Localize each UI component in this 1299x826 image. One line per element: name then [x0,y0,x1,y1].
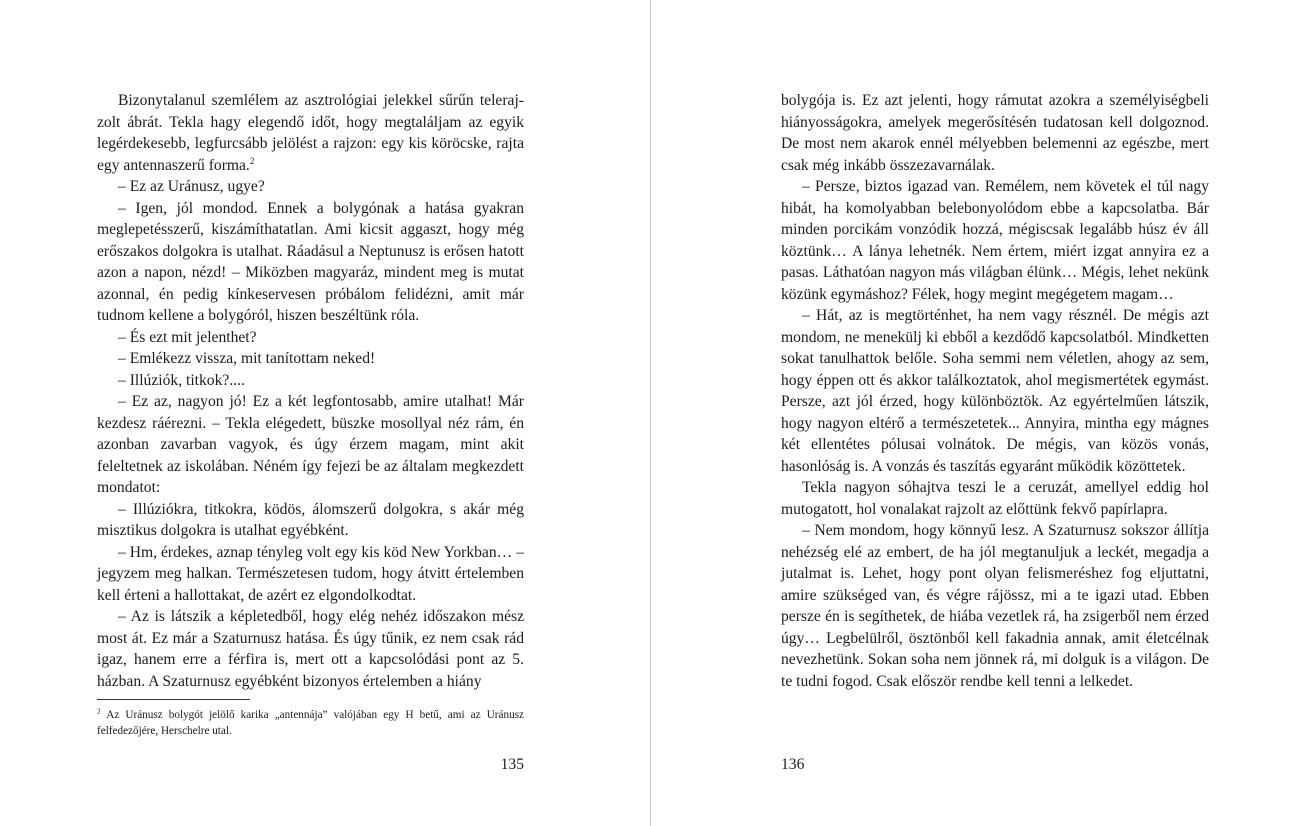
footnote-reference[interactable]: 2 [249,155,255,166]
dialogue-line: – Illúziókra, titkokra, ködös, álomszerű dolgokra, s akár még misztikus dolgokra is utalhat egyébként. [97,500,524,539]
dialogue-line: – És ezt mit jelenthet? [118,328,257,346]
page-number: 135 [500,756,524,773]
page-number: 136 [781,756,805,773]
dialogue-line: – Hát, az is megtörténhet, ha nem vagy résznél. De mégis azt mondom, ne menekülj ki ebből a kezdődő kapcsolatból. Mindketten sokat tanulhattok belőle. Soha semmi nem véletlen, ahogy az sem, hogy éppen ott és akkor találkoztatok, ahol megismertétek egymást. Persze, azt jól érzed, hogy különböztök. Az egyértelműen látszik, hogy nagyon eltérő a természetetek... Annyira, mintha egy mágnes két ellentétes pólusai volnátok. De mégis, van közös vonás, hasonlóság is. A vonzás és taszítás egyaránt működik közöttetek. [781,307,1209,475]
dialogue-line: – Az is látszik a képletedből, hogy elég nehéz időszakon mész most át. Ez már a Szaturnusz hatása. És úgy tűnik, ez nem csak rád igaz, hanem erre a férfira is, mert ott a kapcsolódási pont az 5. házban. A Szaturnusz egyébként bizonyos értelemben a hiány [97,608,524,690]
dialogue-line: – Emlékezz vissza, mit tanítottam neked! [118,350,376,367]
dialogue-line: – Illúziók, titkok?.... [118,371,245,389]
footnote-separator [97,699,250,700]
paragraph: Tekla nagyon sóhajtva teszi le a ceruzát, amellyel eddig hol mutogatott, hol vonalakat rajzolt az előttünk fekvő papírlapra. [781,479,1209,518]
right-page [651,0,1299,826]
paragraph-continuation: bolygója is. Ez azt jelenti, hogy rámutat azokra a személyiségbeli hiányosságokra, amelyek megerősítésén tudatosan kell dolgoznod. De most nem akarok ennél mélyebben belemenni az egészbe, mert csak még inkább összezavarnálak. [781,92,1209,174]
dialogue-line: – Igen, jól mondod. Ennek a bolygónak a hatása gyakran meglepetésszerű, kiszámíthatatlan. Ami kicsit aggaszt, hogy még erőszakos dolgokra is utalhat. Ráadásul a Neptunusz is erősen hatott azon a napon, nézd! – Miközben magyaráz, mindent meg is mutat azonnal, én pedig kínkeservesen próbálom felidézni, amit már tudnom kellene a bolygóról, hiszen beszéltünk róla. [97,199,524,324]
footnote [97,708,524,739]
dialogue-line: – Ez az Uránusz, ugye? [118,178,265,195]
dialogue-line: – Hm, érdekes, aznap tényleg volt egy kis köd New Yorkban… – jegyzem meg halkan. Természetesen tudom, hogy átvitt értelemben kell érteni a hallottakat, de azért ez elgondolkodtat. [97,543,524,604]
dialogue-line: – Persze, biztos igazad van. Remélem, nem követek el túl nagy hibát, ha komolyabban belebonyolódom ebbe a kapcsolatba. Bár minden porcikám vonzódik hozzá, mégiscsak legalább húsz év áll köztünk… A lánya lehetnék. Nem értem, miért izgat annyira ez a pasas. Láthatóan nagyon más világban élünk… Mégis, lehet nekünk közünk egymáshoz? Félek, hogy megint megégetem magam… [781,178,1209,303]
footnote-marker: 2 [97,706,101,716]
footnote-text: Az Uránusz bolygót jelölő karika „antennája” valójában egy H betű, ami az Uránusz felfedezőjére, Herschelre utal. [97,709,524,737]
dialogue-line: – Nem mondom, hogy könnyű lesz. A Szaturnusz sokszor állítja nehézség elé az embert, de ha jól megtanuljuk a leckét, megadja a jutalmat is. Lehet, hogy pont olyan felismeréshez fog eljuttatni, amire szükséged van, és végre rájössz, mi a te igazi utad. Ebben persze én is segíthetek, de hiába vezetlek rá, ha zsigerből nem érzed úgy… Legbelülről, ösztönből kell fakadnia annak, amit életcélnak nevezhetünk. Sokan soha nem jönnek rá, mi dolguk is a világon. De te tudni fogod. Csak először rendbe kell tenni a lelkedet. [781,522,1209,690]
left-page-body [97,90,524,692]
right-page-body [781,90,1209,692]
paragraph: Bizonytalanul szemlélem az asztrológiai jelekkel sűrűn telerajzolt ábrát. Tekla hagy elegendő időt, hogy megtaláljam az egyik legérdekesebb, legfurcsább jelölést a rajzon: egy kis köröcske, rajta egy antennaszerű forma.$^2$ [97,92,524,174]
dialogue-line: – Ez az, nagyon jó! Ez a két legfontosabb, amire utalhat! Már kezdesz ráérezni. – Tekla elégedett, büszke mosollyal néz rám, én azonban zavarban vagyok, és úgy érzem magam, mint akit feleltetnek az iskolában. Néném így fejezi be az általam megkezdett mondatot: [97,393,524,496]
